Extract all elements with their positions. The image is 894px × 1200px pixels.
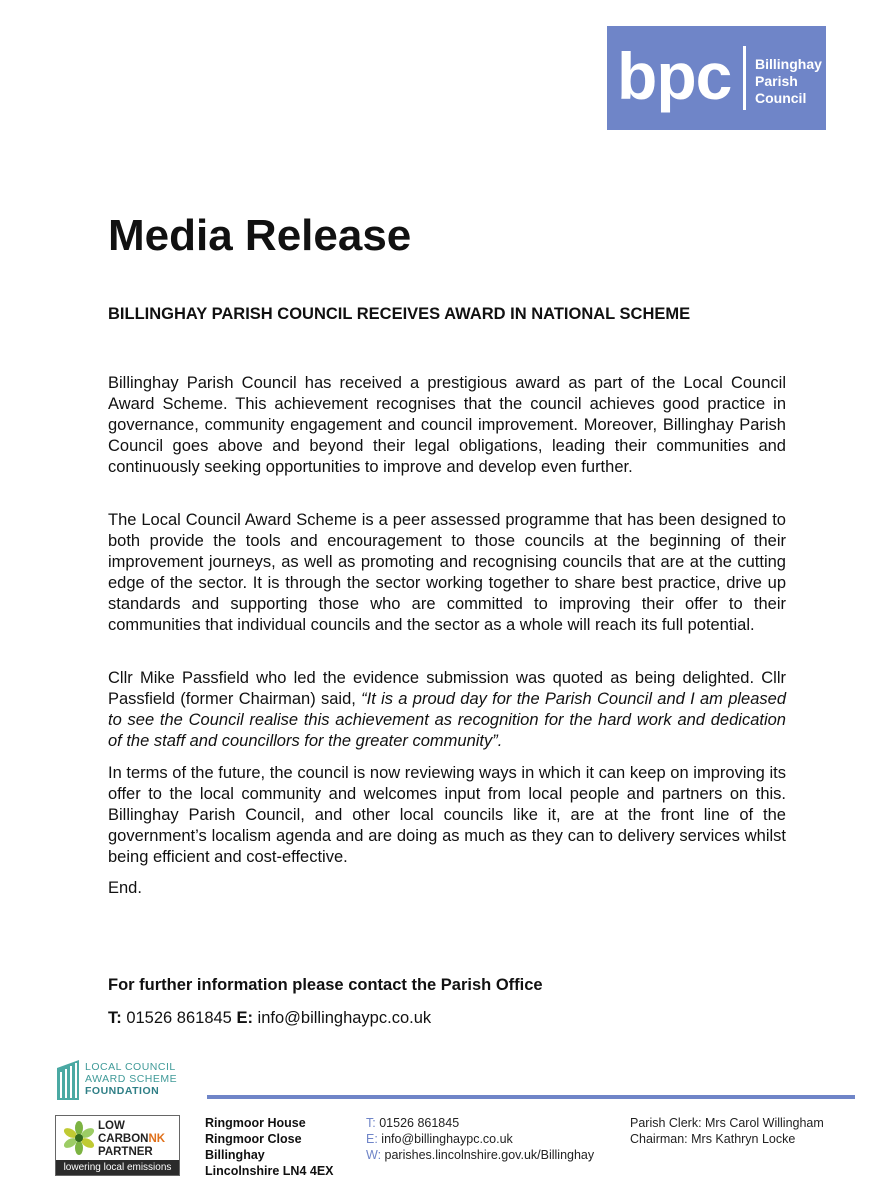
paragraph-quote xyxy=(108,668,786,752)
logo-mark: bpc xyxy=(617,39,732,113)
address-line: Ringmoor House xyxy=(205,1116,306,1130)
phone-label: T: xyxy=(108,1009,122,1027)
paragraph-scheme: The Local Council Award Scheme is a peer assessed programme that has been designed to both provide the tools and encouragement to those councils at the beginning of their improvement journeys, as well as promoting and recognising councils that are at the cutting edge of the sector. It is through the sector working together to share best practice, drive up standards and supporting those who are committed to improving their offer to their communities that individual councils and the sector as a whole will reach its full potential. xyxy=(108,511,786,634)
footer-address xyxy=(205,1115,334,1179)
quote-intro: Cllr Mike Passfield who led the evidence submission was quoted as being delighted. Cllr Passfield (former Chairman) said, xyxy=(108,669,786,708)
lcn-nk-text: NK xyxy=(148,1133,166,1145)
footer-phone-label: T: xyxy=(366,1116,376,1130)
logo-divider xyxy=(743,46,746,110)
parish-clerk: Parish Clerk: Mrs Carol Willingham xyxy=(630,1116,824,1130)
contact-line xyxy=(108,1008,431,1028)
contact-heading: For further information please contact the Parish Office xyxy=(108,976,543,994)
footer-email-value: info@billinghaypc.co.uk xyxy=(377,1132,513,1146)
logo-name-line: Parish xyxy=(755,73,798,89)
lcn-logo-line: LOW xyxy=(98,1120,125,1132)
headline: BILLINGHAY PARISH COUNCIL RECEIVES AWARD IN NATIONAL SCHEME xyxy=(108,305,691,323)
address-line: Billinghay xyxy=(205,1148,265,1162)
award-scheme-icon xyxy=(57,1060,79,1100)
chairman: Chairman: Mrs Kathryn Locke xyxy=(630,1132,796,1146)
low-carbon-partner-logo xyxy=(55,1115,180,1176)
lcas-logo-line: FOUNDATION xyxy=(85,1085,160,1097)
email-label: E: xyxy=(236,1009,253,1027)
logo-name xyxy=(755,56,822,107)
footer-email-label: E: xyxy=(366,1132,378,1146)
logo-name-line: Council xyxy=(755,90,807,106)
lcn-logo-tagline: lowering local emissions xyxy=(56,1160,179,1175)
lcn-logo-line xyxy=(98,1133,165,1146)
lcas-foundation-logo xyxy=(57,1060,207,1108)
footer-divider xyxy=(207,1095,855,1099)
leaf-icon xyxy=(60,1121,98,1155)
footer-phone xyxy=(366,1115,594,1131)
footer-contacts xyxy=(366,1115,594,1163)
logo-name-line: Billinghay xyxy=(755,56,822,72)
paragraph-end: End. xyxy=(108,879,142,897)
phone-number: 01526 861845 xyxy=(121,1009,237,1027)
footer-website-label: W: xyxy=(366,1148,382,1162)
paragraph-future: In terms of the future, the council is now reviewing ways in which it can keep on improving its offer to the local community and welcomes input from local people and partners on this. Billinghay Parish Council, and other local councils like it, are at the front line of the government’s localism agenda and are doing as much as they can to delivery services whilst being efficient and cost-effective. xyxy=(108,764,786,866)
footer-website xyxy=(366,1147,594,1163)
lcas-logo-line: AWARD SCHEME xyxy=(85,1073,178,1085)
address-line: Lincolnshire LN4 4EX xyxy=(205,1164,334,1178)
footer-phone-value: 01526 861845 xyxy=(375,1116,460,1130)
address-line: Ringmoor Close xyxy=(205,1132,302,1146)
email-address: info@billinghaypc.co.uk xyxy=(252,1009,432,1027)
footer-officers xyxy=(630,1115,824,1147)
footer-website-value: parishes.lincolnshire.gov.uk/Billinghay xyxy=(381,1148,595,1162)
bpc-logo xyxy=(607,26,826,130)
lcas-logo-text xyxy=(85,1061,177,1097)
quote-text: “It is a proud day for the Parish Council and I am pleased to see the Council realise this achievement as recognition for the hard work and dedication of the staff and councillors for the greater community”. xyxy=(108,690,786,750)
page-title: Media Release xyxy=(108,211,412,260)
lcas-logo-line: LOCAL COUNCIL xyxy=(85,1061,176,1073)
lcn-carbon-text: CARBON xyxy=(98,1133,149,1145)
paragraph-award: Billinghay Parish Council has received a prestigious award as part of the Local Council Award Scheme. This achievement recognises that the council achieves good practice in governance, community engagement and council improvement. Moreover, Billinghay Parish Council goes above and beyond their legal obligations, leading their communities and continuously seeking opportunities to improve and develop even further. xyxy=(108,374,786,476)
footer-email xyxy=(366,1131,594,1147)
lcn-logo-line: PARTNER xyxy=(98,1146,153,1158)
low-carbon-logo-text xyxy=(98,1120,165,1159)
